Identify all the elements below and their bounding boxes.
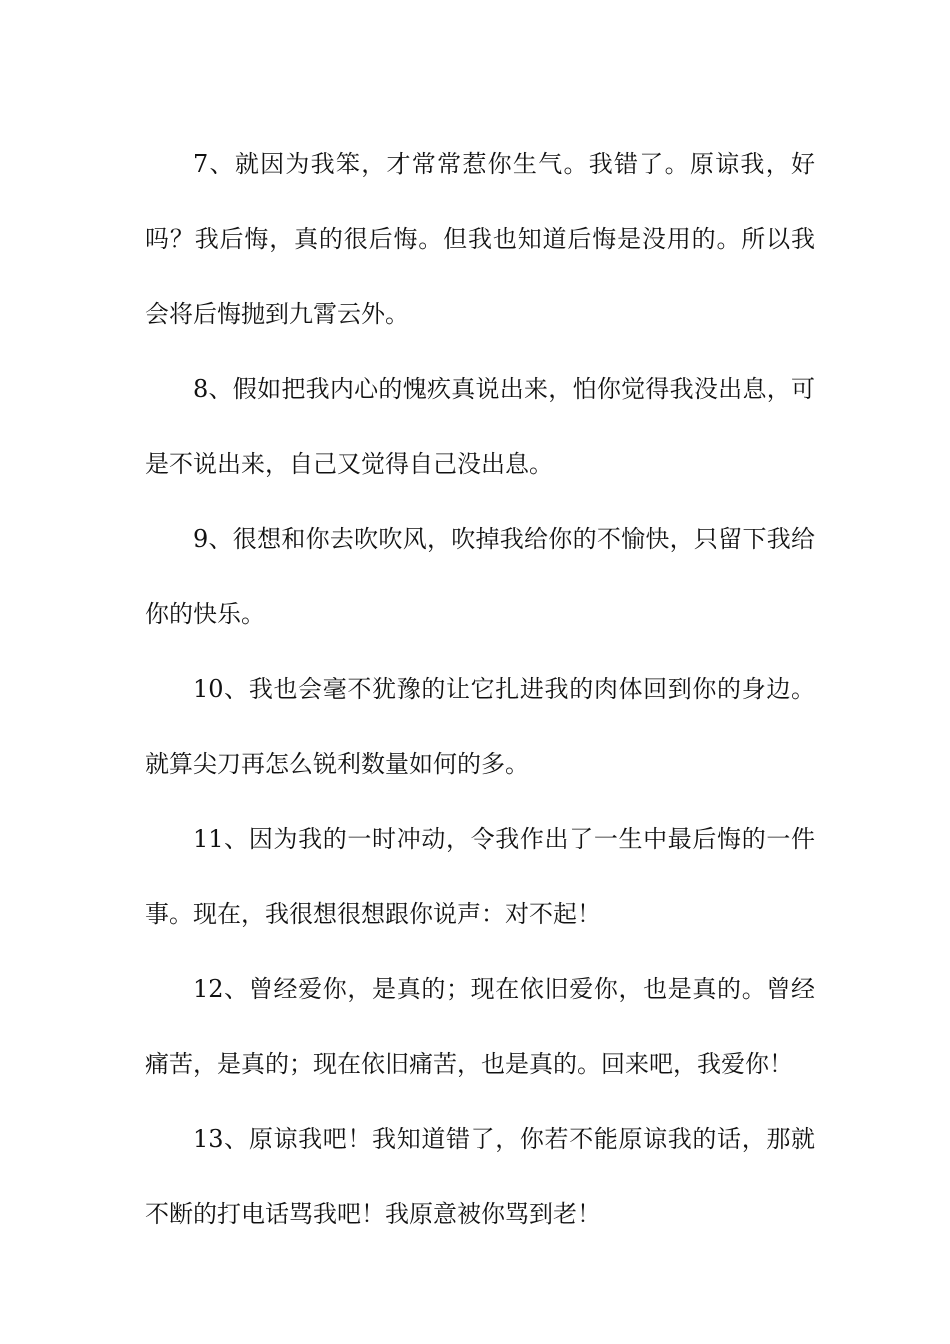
paragraph-9: 9、很想和你去吹吹风，吹掉我给你的不愉快，只留下我给你的快乐。 — [145, 525, 815, 628]
paragraph-11: 11、因为我的一时冲动，令我作出了一生中最后悔的一件事。现在，我很想很想跟你说声：对不起！ — [145, 825, 815, 928]
paragraph-13: 13、原谅我吧！我知道错了，你若不能原谅我的话，那就不断的打电话骂我吧！我原意被你骂到老！ — [145, 1125, 815, 1228]
paragraph-12: 12、曾经爱你，是真的；现在依旧爱你，也是真的。曾经痛苦，是真的；现在依旧痛苦，也是真的。回来吧，我爱你！ — [145, 975, 815, 1078]
document-body — [145, 127, 815, 1252]
paragraph-7: 7、就因为我笨，才常常惹你生气。我错了。原谅我，好吗？我后悔，真的很后悔。但我也知道后悔是没用的。所以我会将后悔抛到九霄云外。 — [145, 150, 815, 328]
paragraph-10: 10、我也会毫不犹豫的让它扎进我的肉体回到你的身边。就算尖刀再怎么锐利数量如何的多。 — [145, 675, 815, 778]
paragraph-8: 8、假如把我内心的愧疚真说出来，怕你觉得我没出息，可是不说出来，自己又觉得自己没出息。 — [145, 375, 815, 478]
